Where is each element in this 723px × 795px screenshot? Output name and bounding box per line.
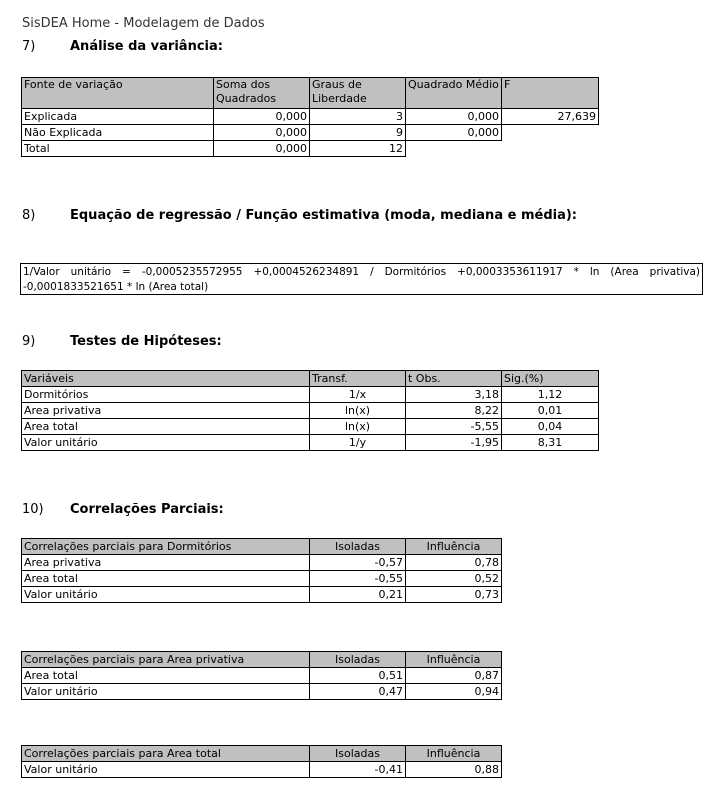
- sig-cell: 0,04: [502, 419, 599, 435]
- hypothesis-header-row: [22, 371, 599, 387]
- isoladas-cell: 0,21: [310, 587, 406, 603]
- influencia-cell: 0,73: [406, 587, 502, 603]
- variance-header-row: [22, 78, 599, 109]
- var-cell: Area privativa: [22, 555, 310, 571]
- table-row: [22, 419, 599, 435]
- partial-correlation-table-dormitorios: [21, 538, 502, 603]
- t-cell: 8,22: [406, 403, 502, 419]
- section-9-number: 9): [22, 334, 36, 349]
- col-influencia: Influência: [406, 539, 502, 555]
- table-row: [22, 141, 599, 157]
- app-title: SisDEA Home - Modelagem de Dados: [22, 16, 265, 31]
- table-row: [22, 571, 502, 587]
- table-row: [22, 109, 599, 125]
- var-cell: Valor unitário: [22, 762, 310, 778]
- var-cell: Area total: [22, 668, 310, 684]
- variance-table: [21, 77, 599, 157]
- section-7-title: Análise da variância:: [70, 39, 223, 54]
- partial-correlation-table-area-privativa: [21, 651, 502, 700]
- col-soma-quadrados: Soma dos Quadrados: [214, 78, 310, 109]
- transf-cell: ln(x): [310, 419, 406, 435]
- col-variaveis: Variáveis: [22, 371, 310, 387]
- ms-cell: 0,000: [406, 125, 502, 141]
- var-cell: Dormitórios: [22, 387, 310, 403]
- col-sig: Sig.(%): [502, 371, 599, 387]
- sig-cell: 8,31: [502, 435, 599, 451]
- t-cell: -5,55: [406, 419, 502, 435]
- influencia-cell: 0,87: [406, 668, 502, 684]
- col-graus-liberdade: Graus de Liberdade: [310, 78, 406, 109]
- influencia-cell: 0,78: [406, 555, 502, 571]
- partial-correlation-table-area-total: [21, 745, 502, 778]
- col-t-obs: t Obs.: [406, 371, 502, 387]
- section-7-number: 7): [22, 39, 36, 54]
- source-cell: Explicada: [22, 109, 214, 125]
- table-header: Correlações parciais para Area total: [22, 746, 310, 762]
- var-cell: Valor unitário: [22, 435, 310, 451]
- table-row: [22, 555, 502, 571]
- influencia-cell: 0,88: [406, 762, 502, 778]
- transf-cell: ln(x): [310, 403, 406, 419]
- col-isoladas: Isoladas: [310, 746, 406, 762]
- df-cell: 3: [310, 109, 406, 125]
- partial-correlation-header-row: [22, 539, 502, 555]
- var-cell: Valor unitário: [22, 684, 310, 700]
- isoladas-cell: 0,51: [310, 668, 406, 684]
- table-header: Correlações parciais para Area privativa: [22, 652, 310, 668]
- var-cell: Area total: [22, 571, 310, 587]
- table-row: [22, 762, 502, 778]
- col-isoladas: Isoladas: [310, 539, 406, 555]
- isoladas-cell: -0,57: [310, 555, 406, 571]
- col-f: F: [502, 78, 599, 109]
- section-8-title: Equação de regressão / Função estimativa (moda, mediana e média):: [70, 208, 577, 223]
- col-fonte-variacao: Fonte de variação: [22, 78, 214, 109]
- var-cell: Area total: [22, 419, 310, 435]
- table-row: [22, 125, 599, 141]
- source-cell: Não Explicada: [22, 125, 214, 141]
- f-cell: 27,639: [502, 109, 599, 125]
- partial-correlation-header-row: [22, 746, 502, 762]
- ss-cell: 0,000: [214, 125, 310, 141]
- var-cell: Valor unitário: [22, 587, 310, 603]
- partial-correlation-header-row: [22, 652, 502, 668]
- regression-equation: 1/Valor unitário = -0,0005235572955 +0,0004526234891 / Dormitórios +0,0003353611917 * ln (Area privativa) -0,0001833521651 * ln (Area total): [20, 263, 703, 295]
- isoladas-cell: -0,55: [310, 571, 406, 587]
- table-row: [22, 403, 599, 419]
- col-quadrado-medio: Quadrado Médio: [406, 78, 502, 109]
- table-row: [22, 435, 599, 451]
- ss-cell: 0,000: [214, 109, 310, 125]
- sig-cell: 0,01: [502, 403, 599, 419]
- section-10-title: Correlações Parciais:: [70, 502, 224, 517]
- col-transf: Transf.: [310, 371, 406, 387]
- influencia-cell: 0,94: [406, 684, 502, 700]
- isoladas-cell: 0,47: [310, 684, 406, 700]
- table-row: [22, 387, 599, 403]
- t-cell: 3,18: [406, 387, 502, 403]
- col-isoladas: Isoladas: [310, 652, 406, 668]
- ms-cell: 0,000: [406, 109, 502, 125]
- table-header: Correlações parciais para Dormitórios: [22, 539, 310, 555]
- df-cell: 12: [310, 141, 406, 157]
- table-row: [22, 587, 502, 603]
- transf-cell: 1/y: [310, 435, 406, 451]
- df-cell: 9: [310, 125, 406, 141]
- col-influencia: Influência: [406, 746, 502, 762]
- table-row: [22, 668, 502, 684]
- var-cell: Area privativa: [22, 403, 310, 419]
- transf-cell: 1/x: [310, 387, 406, 403]
- sig-cell: 1,12: [502, 387, 599, 403]
- source-cell: Total: [22, 141, 214, 157]
- t-cell: -1,95: [406, 435, 502, 451]
- section-9-title: Testes de Hipóteses:: [70, 334, 222, 349]
- table-row: [22, 684, 502, 700]
- hypothesis-table: [21, 370, 599, 451]
- section-8-number: 8): [22, 208, 36, 223]
- influencia-cell: 0,52: [406, 571, 502, 587]
- col-influencia: Influência: [406, 652, 502, 668]
- section-10-number: 10): [22, 502, 44, 517]
- isoladas-cell: -0,41: [310, 762, 406, 778]
- ss-cell: 0,000: [214, 141, 310, 157]
